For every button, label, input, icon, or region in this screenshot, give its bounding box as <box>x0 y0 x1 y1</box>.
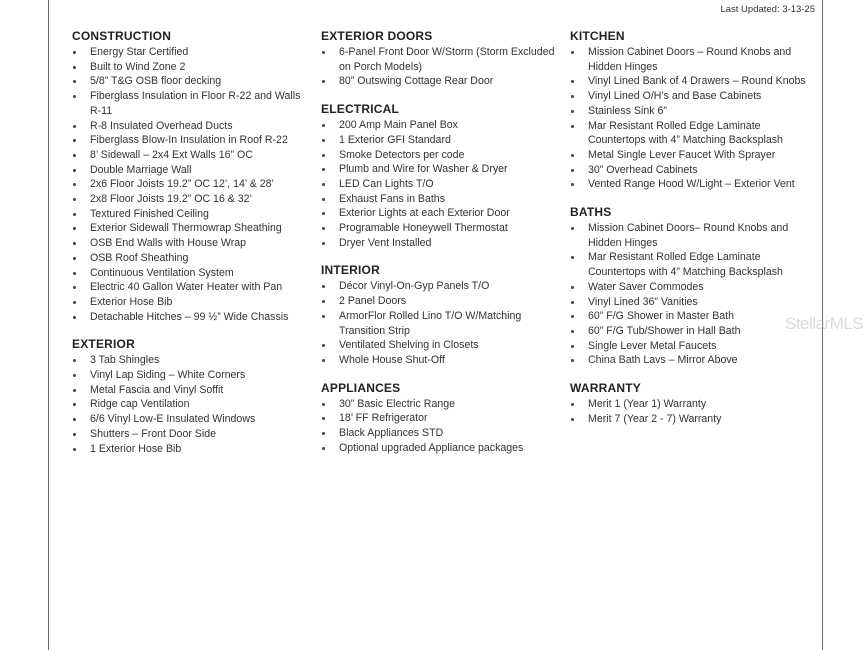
section-title: APPLIANCES <box>321 380 401 395</box>
section-title: EXTERIOR DOORS <box>321 29 433 43</box>
spec-list-item: Electric 40 Gallon Water Heater with Pan <box>72 280 312 295</box>
spec-list-item: R-8 Insulated Overhead Ducts <box>72 119 312 134</box>
spec-section <box>570 29 810 192</box>
section-title: BATHS <box>570 205 612 220</box>
spec-list-item: Water Saver Commodes <box>570 280 810 295</box>
spec-section <box>72 337 312 456</box>
spec-section <box>321 263 561 367</box>
spec-list-item: Mission Cabinet Doors– Round Knobs and Hidden Hinges <box>570 221 810 250</box>
spec-list-item: 2 Panel Doors <box>321 294 561 309</box>
section-title: WARRANTY <box>570 381 641 396</box>
spec-list-item: Smoke Detectors per code <box>321 148 561 163</box>
last-updated-date: Last Updated: 3-13-25 <box>720 4 815 15</box>
spec-list-item: 8’ Sidewall – 2x4 Ext Walls 16” OC <box>72 148 312 163</box>
spec-list-item: 3 Tab Shingles <box>72 353 312 368</box>
spec-list <box>321 397 561 456</box>
spec-list-item: 6-Panel Front Door W/Storm (Storm Excluded on Porch Models) <box>321 45 561 74</box>
spec-list-item: Ridge cap Ventilation <box>72 397 312 412</box>
spec-list-item: ArmorFlor Rolled Lino T/O W/Matching Transition Strip <box>321 309 561 338</box>
spec-list-item: Décor Vinyl-On-Gyp Panels T/O <box>321 279 561 294</box>
spec-list-item: Built to Wind Zone 2 <box>72 60 312 75</box>
spec-list-item: Whole House Shut-Off <box>321 353 561 368</box>
spec-list-item: LED Can Lights T/O <box>321 177 561 192</box>
spec-list <box>321 118 561 250</box>
spec-list-item: Single Lever Metal Faucets <box>570 339 810 354</box>
spec-list-item: Mission Cabinet Doors – Round Knobs and Hidden Hinges <box>570 45 810 74</box>
spec-list <box>321 279 561 367</box>
spec-list-item: Exterior Sidewall Thermowrap Sheathing <box>72 221 312 236</box>
spec-list-item: Optional upgraded Appliance packages <box>321 441 561 456</box>
spec-list-item: China Bath Lavs – Mirror Above <box>570 353 810 368</box>
spec-list <box>570 397 810 426</box>
spec-list-item: Exterior Hose Bib <box>72 295 312 310</box>
spec-list-item: Merit 7 (Year 2 - 7) Warranty <box>570 412 810 427</box>
section-title: INTERIOR <box>321 263 380 278</box>
spec-section <box>570 205 810 368</box>
section-title: ELECTRICAL <box>321 102 399 117</box>
spec-list-item: 30” Basic Electric Range <box>321 397 561 412</box>
spec-list-item: Metal Single Lever Faucet With Sprayer <box>570 148 810 163</box>
spec-list-item: Textured Finished Ceiling <box>72 207 312 222</box>
spec-list-item: 60” F/G Tub/Shower in Hall Bath <box>570 324 810 339</box>
spec-list-item: Metal Fascia and Vinyl Soffit <box>72 383 312 398</box>
spec-list-item: Fiberglass Blow-In Insulation in Roof R-22 <box>72 133 312 148</box>
spec-list-item: 5/8” T&G OSB floor decking <box>72 74 312 89</box>
spec-list <box>570 45 810 192</box>
spec-column-3 <box>570 29 810 439</box>
spec-list-item: OSB End Walls with House Wrap <box>72 236 312 251</box>
spec-list-item: Merit 1 (Year 1) Warranty <box>570 397 810 412</box>
spec-list-item: Black Appliances STD <box>321 426 561 441</box>
spec-list-item: OSB Roof Sheathing <box>72 251 312 266</box>
spec-list-item: Fiberglass Insulation in Floor R-22 and Walls R-11 <box>72 89 312 118</box>
spec-list-item: 2x6 Floor Joists 19.2” OC 12’, 14’ & 28’ <box>72 177 312 192</box>
spec-column-2 <box>321 29 561 468</box>
spec-list-item: Plumb and Wire for Washer & Dryer <box>321 162 561 177</box>
spec-sheet <box>48 0 864 650</box>
spec-list-item: Programable Honeywell Thermostat <box>321 221 561 236</box>
spec-section <box>570 381 810 426</box>
spec-list-item: 1 Exterior Hose Bib <box>72 442 312 457</box>
spec-list-item: 80” Outswing Cottage Rear Door <box>321 74 561 89</box>
spec-section <box>72 29 312 324</box>
section-title: KITCHEN <box>570 29 625 43</box>
spec-list-item: Dryer Vent Installed <box>321 236 561 251</box>
spec-list-item: 6/6 Vinyl Low-E Insulated Windows <box>72 412 312 427</box>
spec-column-1 <box>72 29 312 469</box>
section-title: CONSTRUCTION <box>72 29 172 43</box>
spec-section <box>321 29 561 89</box>
spec-list-item: Shutters – Front Door Side <box>72 427 312 442</box>
spec-list-item: Double Marriage Wall <box>72 163 312 178</box>
spec-list-item: 18’ FF Refrigerator <box>321 411 561 426</box>
spec-list-item: Energy Star Certified <box>72 45 312 60</box>
spec-list-item: Vinyl Lined 36” Vanities <box>570 295 810 310</box>
section-title: EXTERIOR <box>72 337 135 352</box>
spec-section <box>321 381 561 456</box>
spec-list-item: Vinyl Lined Bank of 4 Drawers – Round Knobs <box>570 74 810 89</box>
spec-list-item: 30” Overhead Cabinets <box>570 163 810 178</box>
spec-list-item: Exterior Lights at each Exterior Door <box>321 206 561 221</box>
spec-section <box>321 102 561 250</box>
spec-list-item: Mar Resistant Rolled Edge Laminate Countertops with 4” Matching Backsplash <box>570 119 810 148</box>
watermark-logo: StellarMLS <box>785 314 864 333</box>
spec-list-item: 60” F/G Shower in Master Bath <box>570 309 810 324</box>
spec-list-item: Continuous Ventilation System <box>72 266 312 281</box>
spec-list <box>321 45 561 89</box>
spec-list-item: Exhaust Fans in Baths <box>321 192 561 207</box>
spec-list-item: Detachable Hitches – 99 ½” Wide Chassis <box>72 310 312 325</box>
spec-list-item: Ventilated Shelving in Closets <box>321 338 561 353</box>
spec-list-item: Vinyl Lap Siding – White Corners <box>72 368 312 383</box>
spec-list-item: 2x8 Floor Joists 19.2” OC 16 & 32’ <box>72 192 312 207</box>
spec-list-item: Vinyl Lined O/H’s and Base Cabinets <box>570 89 810 104</box>
spec-list-item: Vented Range Hood W/Light – Exterior Vent <box>570 177 810 192</box>
spec-list-item: 200 Amp Main Panel Box <box>321 118 561 133</box>
spec-list-item: Stainless Sink 6” <box>570 104 810 119</box>
spec-list <box>570 221 810 368</box>
spec-list <box>72 45 312 324</box>
spec-list-item: Mar Resistant Rolled Edge Laminate Countertops with 4” Matching Backsplash <box>570 250 810 279</box>
spec-list-item: 1 Exterior GFI Standard <box>321 133 561 148</box>
spec-list <box>72 353 312 456</box>
